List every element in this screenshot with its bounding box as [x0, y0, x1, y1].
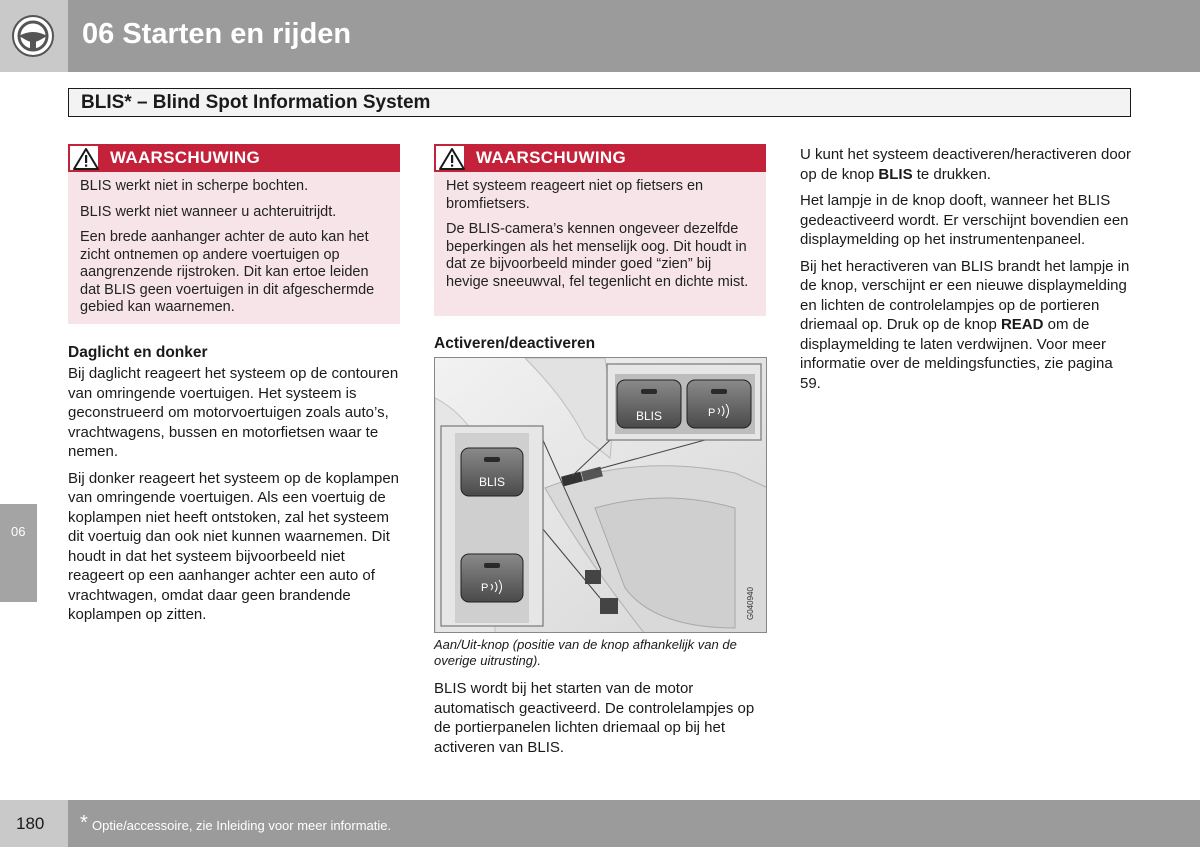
warning-title: WAARSCHUWING: [476, 148, 626, 167]
footnote-star: *: [80, 812, 88, 834]
warning-triangle-icon: [439, 148, 465, 170]
button-label-park-large: P: [481, 582, 489, 594]
body-paragraph: [800, 145, 1134, 184]
text-segment: te drukken.: [912, 165, 991, 183]
body-paragraph: BLIS wordt bij het starten van de motor automatisch geactiveerd. De controlelampjes op de portierpanelen lichten driemaal op bij het activeren van BLIS.: [434, 680, 755, 756]
steering-wheel-icon: [10, 14, 56, 58]
warning-body: [68, 172, 400, 325]
park-assist-button-graphic-large: [461, 554, 523, 602]
button-name-blis: BLIS: [878, 165, 913, 183]
console-drawing: [435, 358, 767, 633]
side-tab-label: 06: [11, 524, 26, 539]
footnote-text: Optie/accessoire, zie Inleiding voor meer informatie.: [92, 818, 392, 833]
chapter-title: 06 Starten en rijden: [82, 18, 352, 50]
footer-bar: [68, 800, 1200, 847]
text-segment: om de displaymelding te laten verdwijnen. Voor meer informatie over de meldingsfuncties, zie pagina 59.: [800, 316, 1113, 392]
text-segment: Bij het heractiveren van BLIS brandt het lampje in de knop, verschijnt er een nieuwe displaymelding en lichten de controlelampjes op de portieren driemaal op. Druk op de knop: [800, 257, 1130, 333]
warning-paragraph: BLIS werkt niet wanneer u achteruitrijdt.: [80, 203, 337, 220]
warning-box-left: [68, 144, 400, 324]
warning-paragraph: BLIS werkt niet in scherpe bochten.: [80, 178, 309, 194]
warning-paragraph: Een brede aanhanger achter de auto kan het zicht ontnemen op andere voertuigen op aangrenzende rijstroken. Dit kan ertoe leiden dat BLIS geen voertuigen in dit afgeschermde gebied kan waarnemen.: [80, 229, 375, 315]
warning-icon-box: [68, 144, 100, 172]
page-number-box: [0, 800, 68, 847]
image-code: G040940: [746, 587, 755, 620]
warning-icon-box: [434, 144, 466, 172]
body-paragraph: [800, 257, 1134, 394]
figure-caption: Aan/Uit-knop (positie van de knop afhankelijk van de overige uitrusting).: [434, 637, 737, 668]
chapter-side-tab: [0, 504, 37, 602]
page-number: 180: [16, 814, 45, 833]
warning-body: [434, 172, 766, 299]
warning-paragraph: De BLIS-camera’s kennen ongeveer dezelfde beperkingen als het menselijk oog. Dit houdt in dat ze bijvoorbeeld minder goed “zien” bij hevige sneeuwval, fel tegenlicht en dichte mist.: [446, 221, 749, 290]
button-name-read: READ: [1000, 316, 1044, 333]
text-segment: U kunt het systeem deactiveren/heractiveren door op de knop: [800, 146, 1132, 183]
chapter-icon-box: [0, 0, 68, 72]
warning-box-middle: [434, 144, 766, 316]
button-label-park: P: [708, 407, 716, 419]
subheading-daglicht: Daglicht en donker: [68, 344, 208, 361]
warning-paragraph: Het systeem reageert niet op fietsers en bromfietsers.: [446, 178, 704, 212]
warning-triangle-icon: [73, 148, 99, 170]
subheading-activeren: Activeren/deactiveren: [434, 335, 596, 352]
button-label-blis-large: BLIS: [479, 475, 506, 489]
warning-header: [68, 144, 400, 172]
daglicht-text: [68, 364, 402, 632]
warning-title: WAARSCHUWING: [110, 148, 260, 167]
button-label-blis: BLIS: [636, 409, 663, 423]
right-column-text: [800, 145, 1134, 400]
body-paragraph: Het lampje in de knop dooft, wanneer het BLIS gedeactiveerd wordt. Er verschijnt bovendien een displaymelding op het instrumentenpaneel.: [800, 192, 1129, 248]
warning-header: [434, 144, 766, 172]
body-paragraph: Bij daglicht reageert het systeem op de contouren van omringende voertuigen. Het systeem is geconstrueerd om motorvoertuigen zoals auto’s, vrachtwagens, bussen en motorfietsen waar te nemen.: [68, 365, 399, 460]
body-paragraph: Bij donker reageert het systeem op de koplampen van omringende voertuigen. Als een voertuig de koplampen niet heeft ontstoken, zal het systeem dit voertuig dan ook niet kunnen waarnemen. Dit houdt in dat het systeem bijvoorbeeld niet reageert op een aanhanger achter een auto of vrachtwagen, omdat daar geen brandende koplampen op zitten.: [68, 469, 400, 623]
section-title: BLIS* – Blind Spot Information System: [81, 92, 431, 113]
activeren-text: [434, 679, 769, 764]
console-illustration: [434, 357, 767, 633]
section-title-box: [68, 88, 1131, 117]
park-assist-button-graphic: [687, 380, 751, 428]
